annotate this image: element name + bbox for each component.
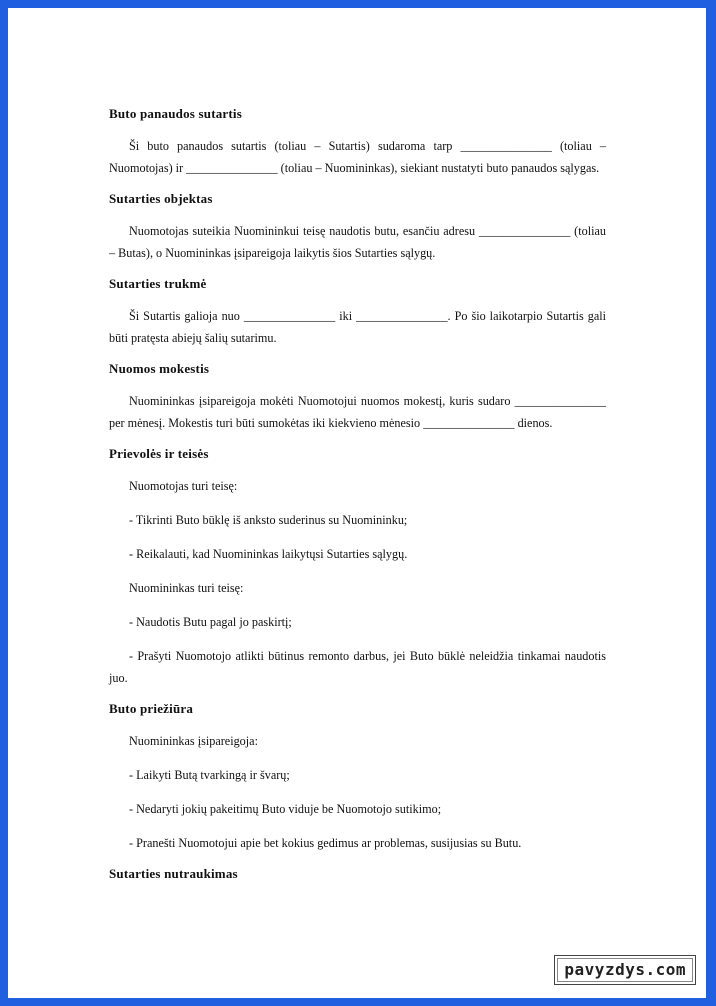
list-item: - Pranešti Nuomotojui apie bet kokius gedimus ar problemas, susijusias su Butu. <box>129 836 522 850</box>
section-heading: Nuomos mokestis <box>109 361 210 376</box>
list-item: - Reikalauti, kad Nuomininkas laikytųsi Sutarties sąlygų. <box>129 547 408 561</box>
watermark-logo: pavyzdys.com <box>554 955 696 985</box>
section-obligations <box>109 446 606 689</box>
section-termination <box>109 866 606 882</box>
paragraph: Nuomininkas turi teisę: <box>129 581 244 595</box>
section-heading: Sutarties nutraukimas <box>109 866 238 881</box>
list-item: - Prašyti Nuomotojo atlikti būtinus remonto darbus, jei Buto būklė neleidžia tinkamai naudotis juo. <box>109 649 606 685</box>
section-duration <box>109 276 606 349</box>
list-item: - Nedaryti jokių pakeitimų Buto viduje be Nuomotojo sutikimo; <box>129 802 442 816</box>
section-heading: Prievolės ir teisės <box>109 446 209 461</box>
section-heading: Sutarties objektas <box>109 191 213 206</box>
list-item: - Naudotis Butu pagal jo paskirtį; <box>129 615 292 629</box>
document-content <box>109 106 606 895</box>
document-page <box>8 8 706 998</box>
list-item: - Laikyti Butą tvarkingą ir švarų; <box>129 768 290 782</box>
paragraph: Nuomininkas įsipareigoja: <box>129 734 258 748</box>
section-title <box>109 106 606 179</box>
paragraph: Ši Sutartis galioja nuo _______________ iki _______________. Po šio laikotarpio Sutartis gali būti pratęsta abiejų šalių sutarimu. <box>109 309 606 345</box>
section-heading: Buto panaudos sutartis <box>109 106 242 121</box>
section-heading: Buto priežiūra <box>109 701 194 716</box>
section-object <box>109 191 606 264</box>
section-rent-fee <box>109 361 606 434</box>
section-maintenance <box>109 701 606 854</box>
list-item: - Tikrinti Buto būklę iš anksto suderinus su Nuomininku; <box>129 513 408 527</box>
paragraph: Nuomotojas turi teisę: <box>129 479 238 493</box>
section-heading: Sutarties trukmė <box>109 276 207 291</box>
paragraph: Nuomotojas suteikia Nuomininkui teisę naudotis butu, esančiu adresu _______________ (toliau – Butas), o Nuomininkas įsipareigoja laikytis šios Sutarties sąlygų. <box>109 224 606 260</box>
paragraph: Nuomininkas įsipareigoja mokėti Nuomotojui nuomos mokestį, kuris sudaro _______________ per mėnesį. Mokestis turi būti sumokėtas iki kiekvieno mėnesio _______________ dienos. <box>109 394 606 430</box>
paragraph: Ši buto panaudos sutartis (toliau – Sutartis) sudaroma tarp _______________ (toliau – Nuomotojas) ir _______________ (toliau – Nuomininkas), siekiant nustatyti buto panaudos sąlygas. <box>109 139 606 175</box>
